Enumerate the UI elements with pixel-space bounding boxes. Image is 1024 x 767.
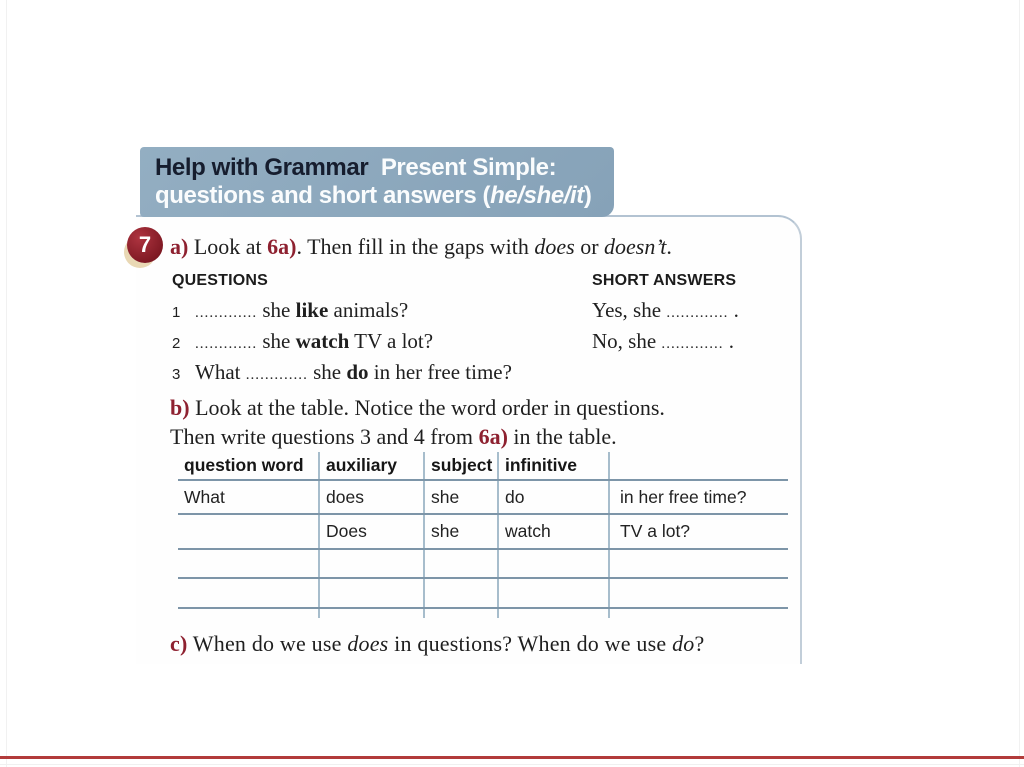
questions-heading: QUESTIONS — [172, 272, 269, 289]
word-order-table — [178, 452, 788, 618]
question-3: 3 What ............. she do in her free time? — [172, 360, 512, 384]
table-row: What does she do in her free time? — [178, 481, 788, 515]
question-2: 2 ............. she watch TV a lot? — [172, 329, 434, 353]
table-header-row — [178, 452, 788, 481]
col-header-rest — [610, 452, 788, 479]
questions-column — [172, 272, 592, 389]
col-header-auxiliary: auxiliary — [320, 452, 425, 479]
short-answers-column — [592, 272, 802, 358]
exercise-number-badge — [127, 227, 163, 263]
short-answer-2: No, she ............. . — [592, 329, 735, 353]
table-row-empty — [178, 550, 788, 579]
exercise-ref-6a: 6a) — [478, 424, 508, 449]
gap-line: ............. — [661, 336, 724, 352]
part-b-label: b) — [170, 395, 190, 420]
question-1: 1 ............. she like animals? — [172, 298, 409, 322]
gap-line: ............. — [195, 305, 258, 321]
short-answers-heading: SHORT ANSWERS — [592, 272, 737, 289]
page-edge-left — [6, 0, 7, 767]
table-row: Does she watch TV a lot? — [178, 515, 788, 550]
instruction-c: c) When do we use does in questions? When do we use do? — [170, 631, 705, 656]
part-a-label: a) — [170, 234, 189, 259]
col-header-question-word: question word — [178, 452, 320, 479]
col-header-subject: subject — [425, 452, 499, 479]
exercise-number: 7 — [138, 232, 152, 257]
table-divider-stubs — [178, 609, 788, 618]
banner-subtitle-italic: he/she/it — [490, 182, 584, 209]
bottom-red-rule — [0, 756, 1024, 759]
banner-title: Help with Grammar — [155, 154, 369, 181]
instruction-b: b) Look at the table. Notice the word order in questions. Then write questions 3 and 4 from 6a) in the table. — [170, 395, 665, 449]
short-answer-1: Yes, she ............. . — [592, 298, 739, 322]
grammar-banner — [140, 147, 614, 217]
col-header-infinitive: infinitive — [499, 452, 610, 479]
banner-topic: Present Simple: — [380, 154, 557, 181]
banner-subtitle: questions and short answers (he/she/it) — [155, 182, 592, 209]
part-c-label: c) — [170, 631, 188, 656]
instruction-a: a) Look at 6a). Then fill in the gaps with does or doesn’t. — [170, 234, 672, 259]
gap-line: ............. — [195, 336, 258, 352]
page-edge-bottom — [0, 764, 1024, 765]
page-edge-right — [1019, 0, 1020, 767]
gap-line: ............. — [666, 305, 729, 321]
exercise-ref-6a: 6a) — [267, 234, 297, 259]
table-row-empty — [178, 579, 788, 609]
gap-line: ............. — [245, 367, 308, 383]
